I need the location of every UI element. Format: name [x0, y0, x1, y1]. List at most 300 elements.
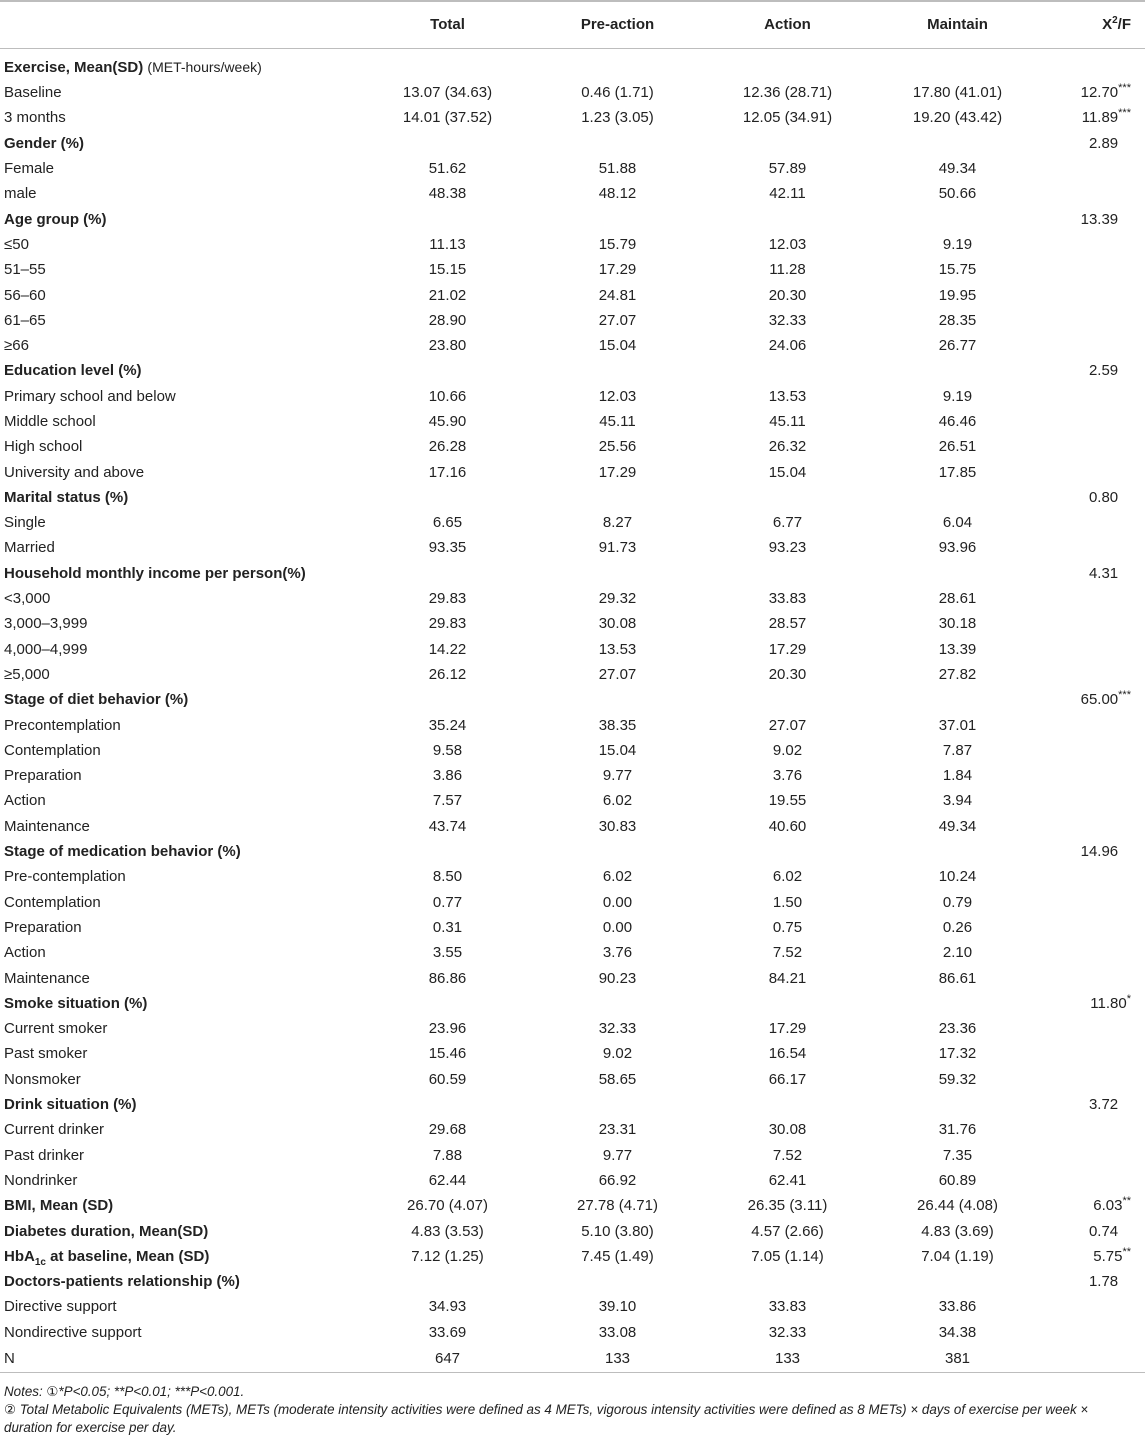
value-cell: 17.29	[768, 640, 807, 658]
section-header-diet	[0, 687, 1145, 712]
stat-value	[1050, 131, 1145, 156]
stat-value	[1050, 510, 1145, 535]
row-label: Current drinker	[4, 1121, 105, 1139]
value-cell: 26.32	[768, 438, 807, 456]
value-cell: 91.73	[598, 539, 637, 557]
stat-value	[1050, 232, 1145, 257]
row-label: Action	[4, 792, 46, 810]
stat-number: 14.96	[1080, 843, 1119, 861]
stat-value	[1050, 434, 1145, 459]
table-row	[0, 712, 1145, 737]
value-cell: 13.53	[768, 387, 807, 405]
table-row	[0, 763, 1145, 788]
stat-number: 0.80	[1088, 488, 1119, 506]
value-cell: 15.75	[938, 261, 977, 279]
row-label: HbA$_{1c}$ at baseline, Mean (SD)	[4, 1247, 210, 1268]
row-label: Diabetes duration, Mean(SD)	[4, 1222, 209, 1240]
table-row	[0, 257, 1145, 282]
stat-value	[1050, 763, 1145, 788]
value-cell: 28.57	[768, 615, 807, 633]
row-label: Primary school and below	[4, 387, 176, 405]
stat-value	[1050, 206, 1145, 231]
row-label: Maintenance	[4, 969, 90, 987]
value-cell: 6.02	[772, 868, 803, 886]
section-title: Marital status (%)	[4, 488, 129, 506]
value-cell: 0.00	[602, 918, 633, 936]
significance-marker: *	[1126, 992, 1131, 1005]
table-row	[0, 915, 1145, 940]
stat-value	[1050, 788, 1145, 813]
section-title: Education level (%)	[4, 362, 142, 380]
stat-value	[1050, 864, 1145, 889]
section-header-marital	[0, 485, 1145, 510]
value-cell: 51.88	[598, 160, 637, 178]
value-cell: 0.75	[772, 918, 803, 936]
value-cell: 7.35	[942, 1146, 973, 1164]
stat-value	[1050, 687, 1145, 712]
table-row	[0, 459, 1145, 484]
value-cell: 14.01 (37.52)	[402, 109, 493, 127]
stat-value	[1050, 105, 1145, 130]
value-cell: 6.77	[772, 514, 803, 532]
value-cell: 20.30	[768, 286, 807, 304]
table-body	[0, 48, 1145, 1373]
value-cell: 26.12	[428, 665, 467, 683]
section-header-income	[0, 561, 1145, 586]
stat-value	[1050, 181, 1145, 206]
value-cell: 17.29	[598, 261, 637, 279]
value-cell: 0.79	[942, 893, 973, 911]
value-cell: 93.23	[768, 539, 807, 557]
value-cell: 29.68	[428, 1121, 467, 1139]
row-label: 3 months	[4, 109, 66, 127]
row-label: Baseline	[4, 84, 62, 102]
stat-value	[1050, 991, 1145, 1016]
stat-value	[1050, 712, 1145, 737]
significance-marker: ***	[1118, 689, 1131, 702]
value-cell: 60.89	[938, 1171, 977, 1189]
value-cell: 3.76	[602, 944, 633, 962]
row-label: N	[4, 1350, 15, 1368]
row-label: ≥5,000	[4, 665, 50, 683]
value-cell: 7.12 (1.25)	[411, 1247, 484, 1265]
table-row	[0, 1142, 1145, 1167]
table-row	[0, 1244, 1145, 1269]
value-cell: 30.18	[938, 615, 977, 633]
stat-value	[1050, 738, 1145, 763]
header-action: Action	[764, 16, 811, 34]
table-row	[0, 1016, 1145, 1041]
value-cell: 30.08	[598, 615, 637, 633]
stat-number: 5.75	[1093, 1247, 1123, 1265]
stat-number: 12.70	[1080, 84, 1119, 102]
value-cell: 19.55	[768, 792, 807, 810]
value-cell: 9.19	[942, 387, 973, 405]
value-cell: 12.03	[598, 387, 637, 405]
value-cell: 12.36 (28.71)	[742, 84, 833, 102]
row-label: Nondrinker	[4, 1171, 78, 1189]
value-cell: 48.12	[598, 185, 637, 203]
value-cell: 50.66	[938, 185, 977, 203]
header-maintain: Maintain	[927, 16, 988, 34]
value-cell: 9.02	[772, 741, 803, 759]
table-row	[0, 814, 1145, 839]
value-cell: 19.20 (43.42)	[912, 109, 1003, 127]
stat-value	[1050, 1218, 1145, 1243]
section-title: Stage of diet behavior (%)	[4, 691, 189, 709]
table-row	[0, 864, 1145, 889]
value-cell: 4.83 (3.53)	[411, 1222, 484, 1240]
row-label: Pre-contemplation	[4, 868, 126, 886]
value-cell: 16.54	[768, 1045, 807, 1063]
stat-value	[1050, 1142, 1145, 1167]
value-cell: 13.39	[938, 640, 977, 658]
value-cell: 15.15	[428, 261, 467, 279]
table-row	[0, 510, 1145, 535]
section-title: Drink situation (%)	[4, 1096, 137, 1114]
section-title: Age group (%)	[4, 210, 107, 228]
table-header	[0, 1, 1145, 48]
value-cell: 49.34	[938, 817, 977, 835]
stat-value	[1050, 282, 1145, 307]
table-notes	[4, 1383, 1139, 1437]
value-cell: 33.83	[768, 590, 807, 608]
value-cell: 17.16	[428, 463, 467, 481]
value-cell: 27.07	[768, 716, 807, 734]
value-cell: 17.80 (41.01)	[912, 84, 1003, 102]
table-row	[0, 738, 1145, 763]
value-cell: 9.58	[432, 741, 463, 759]
stat-value	[1050, 814, 1145, 839]
value-cell: 6.04	[942, 514, 973, 532]
row-label: Directive support	[4, 1298, 117, 1316]
value-cell: 48.38	[428, 185, 467, 203]
value-cell: 93.35	[428, 539, 467, 557]
value-cell: 24.81	[598, 286, 637, 304]
section-header-gender	[0, 131, 1145, 156]
value-cell: 8.27	[602, 514, 633, 532]
table-row	[0, 434, 1145, 459]
value-cell: 33.86	[938, 1298, 977, 1316]
value-cell: 27.07	[598, 665, 637, 683]
value-cell: 12.05 (34.91)	[742, 109, 833, 127]
table-row	[0, 965, 1145, 990]
significance-marker: **	[1122, 1245, 1131, 1258]
stat-value	[1050, 890, 1145, 915]
value-cell: 0.00	[602, 893, 633, 911]
value-cell: 27.07	[598, 311, 637, 329]
value-cell: 39.10	[598, 1298, 637, 1316]
stat-value	[1050, 535, 1145, 560]
value-cell: 59.32	[938, 1070, 977, 1088]
row-label: Single	[4, 514, 46, 532]
value-cell: 4.57 (2.66)	[751, 1222, 824, 1240]
stat-value	[1050, 586, 1145, 611]
value-cell: 26.77	[938, 337, 977, 355]
significance-marker: **	[1122, 1195, 1131, 1208]
row-label: 3,000–3,999	[4, 615, 88, 633]
table-row	[0, 1218, 1145, 1243]
value-cell: 15.46	[428, 1045, 467, 1063]
value-cell: 17.32	[938, 1045, 977, 1063]
row-label: 56–60	[4, 286, 46, 304]
value-cell: 7.45 (1.49)	[581, 1247, 654, 1265]
value-cell: 28.61	[938, 590, 977, 608]
value-cell: 21.02	[428, 286, 467, 304]
stat-value	[1050, 485, 1145, 510]
section-header-relationship	[0, 1269, 1145, 1294]
value-cell: 23.80	[428, 337, 467, 355]
row-label: Past drinker	[4, 1146, 85, 1164]
stat-value	[1050, 80, 1145, 105]
stat-value	[1050, 1067, 1145, 1092]
section-title: Doctors-patients relationship (%)	[4, 1273, 240, 1291]
value-cell: 7.52	[772, 1146, 803, 1164]
value-cell: 7.57	[432, 792, 463, 810]
stat-value	[1050, 940, 1145, 965]
table-row	[0, 940, 1145, 965]
value-cell: 31.76	[938, 1121, 977, 1139]
value-cell: 46.46	[938, 413, 977, 430]
value-cell: 9.19	[942, 235, 973, 253]
value-cell: 19.95	[938, 286, 977, 304]
stat-value	[1050, 1294, 1145, 1319]
stat-value	[1050, 561, 1145, 586]
table-row	[0, 637, 1145, 662]
value-cell: 90.23	[598, 969, 637, 987]
value-cell: 45.11	[769, 413, 806, 430]
stat-value	[1050, 459, 1145, 484]
table-row	[0, 1117, 1145, 1142]
value-cell: 10.24	[938, 868, 977, 886]
value-cell: 45.90	[428, 413, 467, 430]
stat-value	[1050, 637, 1145, 662]
value-cell: 14.22	[428, 640, 467, 658]
value-cell: 43.74	[428, 817, 467, 835]
section-header-medication	[0, 839, 1145, 864]
stat-value	[1050, 1193, 1145, 1218]
stat-number: 65.00	[1080, 691, 1119, 709]
stat-value	[1050, 965, 1145, 990]
value-cell: 7.88	[432, 1146, 463, 1164]
stat-value	[1050, 1092, 1145, 1117]
table-row	[0, 586, 1145, 611]
row-label: 51–55	[4, 261, 46, 279]
value-cell: 30.08	[768, 1121, 807, 1139]
row-label: Precontemplation	[4, 716, 121, 734]
row-label: Preparation	[4, 767, 82, 785]
notes-mets-definition: ② Total Metabolic Equivalents (METs), METs (moderate intensity activities were defined as 4 METs, vigorous intensity activities were defined as 8 METs) × days of exercise per week × duration for exercise per day.	[4, 1402, 1089, 1435]
value-cell: 3.86	[432, 767, 463, 785]
value-cell: 4.83 (3.69)	[921, 1222, 994, 1240]
section-header-drink	[0, 1092, 1145, 1117]
value-cell: 93.96	[938, 539, 977, 557]
row-label: Middle school	[4, 413, 96, 430]
value-cell: 38.35	[598, 716, 637, 734]
value-cell: 6.02	[602, 868, 633, 886]
stat-number: 11.80	[1090, 994, 1127, 1012]
stat-value	[1050, 358, 1145, 383]
value-cell: 34.38	[938, 1323, 977, 1341]
table-row	[0, 890, 1145, 915]
value-cell: 35.24	[428, 716, 467, 734]
value-cell: 15.04	[598, 337, 637, 355]
header-blank	[0, 1, 370, 48]
stat-value	[1050, 1117, 1145, 1142]
stat-number: 11.89	[1081, 109, 1119, 127]
significance-marker: ***	[1118, 107, 1131, 120]
header-statistic: $X^2/F$	[1102, 15, 1131, 34]
value-cell: 49.34	[938, 160, 977, 178]
notes-significance: Notes: ①*P<0.05; **P<0.01; ***P<0.001.	[4, 1384, 245, 1399]
value-cell: 33.08	[598, 1323, 637, 1341]
row-label: <3,000	[4, 590, 51, 608]
value-cell: 30.83	[598, 817, 637, 835]
value-cell: 13.07 (34.63)	[402, 84, 493, 102]
value-cell: 40.60	[768, 817, 807, 835]
stat-number: 2.59	[1088, 362, 1119, 380]
section-header-education	[0, 358, 1145, 383]
table-row	[0, 156, 1145, 181]
row-label: Nondirective support	[4, 1323, 142, 1341]
value-cell: 29.83	[428, 615, 467, 633]
value-cell: 9.77	[602, 1146, 633, 1164]
value-cell: 26.51	[938, 438, 977, 456]
stat-value	[1050, 257, 1145, 282]
table-row	[0, 80, 1145, 105]
value-cell: 57.89	[768, 160, 807, 178]
value-cell: 86.61	[938, 969, 977, 987]
stat-number: 6.03	[1093, 1197, 1123, 1215]
section-title: Exercise, Mean(SD) (MET-hours/week)	[4, 58, 262, 76]
value-cell: 133	[774, 1350, 801, 1368]
stat-value	[1050, 1345, 1145, 1373]
row-label: Contemplation	[4, 741, 101, 759]
value-cell: 7.87	[942, 741, 973, 759]
row-label: male	[4, 185, 37, 203]
value-cell: 17.29	[768, 1020, 807, 1038]
value-cell: 9.77	[602, 767, 633, 785]
table-row	[0, 1067, 1145, 1092]
row-label: Past smoker	[4, 1045, 88, 1063]
section-title: Stage of medication behavior (%)	[4, 843, 241, 861]
table-row	[0, 308, 1145, 333]
value-cell: 12.03	[768, 235, 807, 253]
table-row	[0, 1041, 1145, 1066]
table-row	[0, 611, 1145, 636]
stat-value	[1050, 308, 1145, 333]
stat-value	[1050, 1269, 1145, 1294]
value-cell: 32.33	[768, 1323, 807, 1341]
table-row	[0, 409, 1145, 434]
value-cell: 58.65	[598, 1070, 637, 1088]
value-cell: 24.06	[768, 337, 807, 355]
stat-number: 0.74	[1088, 1222, 1119, 1240]
row-label: High school	[4, 438, 83, 456]
section-header-smoke	[0, 991, 1145, 1016]
section-title: Gender (%)	[4, 134, 85, 152]
row-label: ≥66	[4, 337, 29, 355]
value-cell: 27.82	[938, 665, 977, 683]
value-cell: 32.33	[768, 311, 807, 329]
stat-value	[1050, 1244, 1145, 1269]
value-cell: 62.44	[428, 1171, 467, 1189]
table-row	[0, 1193, 1145, 1218]
value-cell: 7.52	[772, 944, 803, 962]
value-cell: 15.79	[598, 235, 637, 253]
value-cell: 7.04 (1.19)	[921, 1247, 994, 1265]
stat-number: 13.39	[1080, 210, 1119, 228]
value-cell: 27.78 (4.71)	[577, 1197, 658, 1215]
value-cell: 0.46 (1.71)	[581, 84, 654, 102]
stat-value	[1050, 1320, 1145, 1345]
stat-value	[1050, 611, 1145, 636]
stat-number: 1.78	[1088, 1273, 1119, 1291]
row-label: Contemplation	[4, 893, 101, 911]
stat-value	[1050, 662, 1145, 687]
value-cell: 51.62	[428, 160, 467, 178]
header-pre-action: Pre-action	[580, 16, 655, 34]
section-title: Smoke situation (%)	[4, 994, 148, 1012]
value-cell: 28.35	[938, 311, 977, 329]
stat-value	[1050, 333, 1145, 358]
value-cell: 11.13	[429, 235, 466, 253]
table-row	[0, 1294, 1145, 1319]
row-label: Maintenance	[4, 817, 90, 835]
value-cell: 20.30	[768, 665, 807, 683]
section-header-exercise	[0, 48, 1145, 80]
value-cell: 9.02	[602, 1045, 633, 1063]
value-cell: 15.04	[768, 463, 807, 481]
value-cell: 381	[944, 1350, 971, 1368]
table-row	[0, 1168, 1145, 1193]
row-label: 61–65	[4, 311, 46, 329]
value-cell: 26.35 (3.11)	[747, 1197, 828, 1215]
value-cell: 13.53	[598, 640, 637, 658]
value-cell: 17.85	[938, 463, 977, 481]
row-label: Married	[4, 539, 55, 557]
value-cell: 62.41	[768, 1171, 807, 1189]
value-cell: 1.23 (3.05)	[581, 109, 654, 127]
value-cell: 23.96	[428, 1020, 467, 1038]
table-row	[0, 333, 1145, 358]
stat-value	[1050, 1168, 1145, 1193]
value-cell: 6.65	[432, 514, 463, 532]
value-cell: 33.83	[768, 1298, 807, 1316]
row-label: Nonsmoker	[4, 1070, 81, 1088]
table-row	[0, 105, 1145, 130]
table-row	[0, 232, 1145, 257]
row-label: 4,000–4,999	[4, 640, 88, 658]
row-label: Female	[4, 160, 55, 178]
value-cell: 1.50	[772, 893, 803, 911]
value-cell: 1.84	[942, 767, 973, 785]
value-cell: 42.11	[769, 185, 806, 203]
value-cell: 8.50	[432, 868, 463, 886]
stat-number: 3.72	[1088, 1096, 1119, 1114]
value-cell: 647	[434, 1350, 461, 1368]
value-cell: 29.83	[428, 590, 467, 608]
stat-value	[1050, 409, 1145, 434]
stat-value	[1050, 839, 1145, 864]
value-cell: 37.01	[938, 716, 977, 734]
value-cell: 7.05 (1.14)	[751, 1247, 824, 1265]
value-cell: 23.31	[598, 1121, 637, 1139]
table-row	[0, 282, 1145, 307]
value-cell: 66.92	[598, 1171, 637, 1189]
stat-value	[1050, 1016, 1145, 1041]
stat-number: 2.89	[1088, 134, 1119, 152]
